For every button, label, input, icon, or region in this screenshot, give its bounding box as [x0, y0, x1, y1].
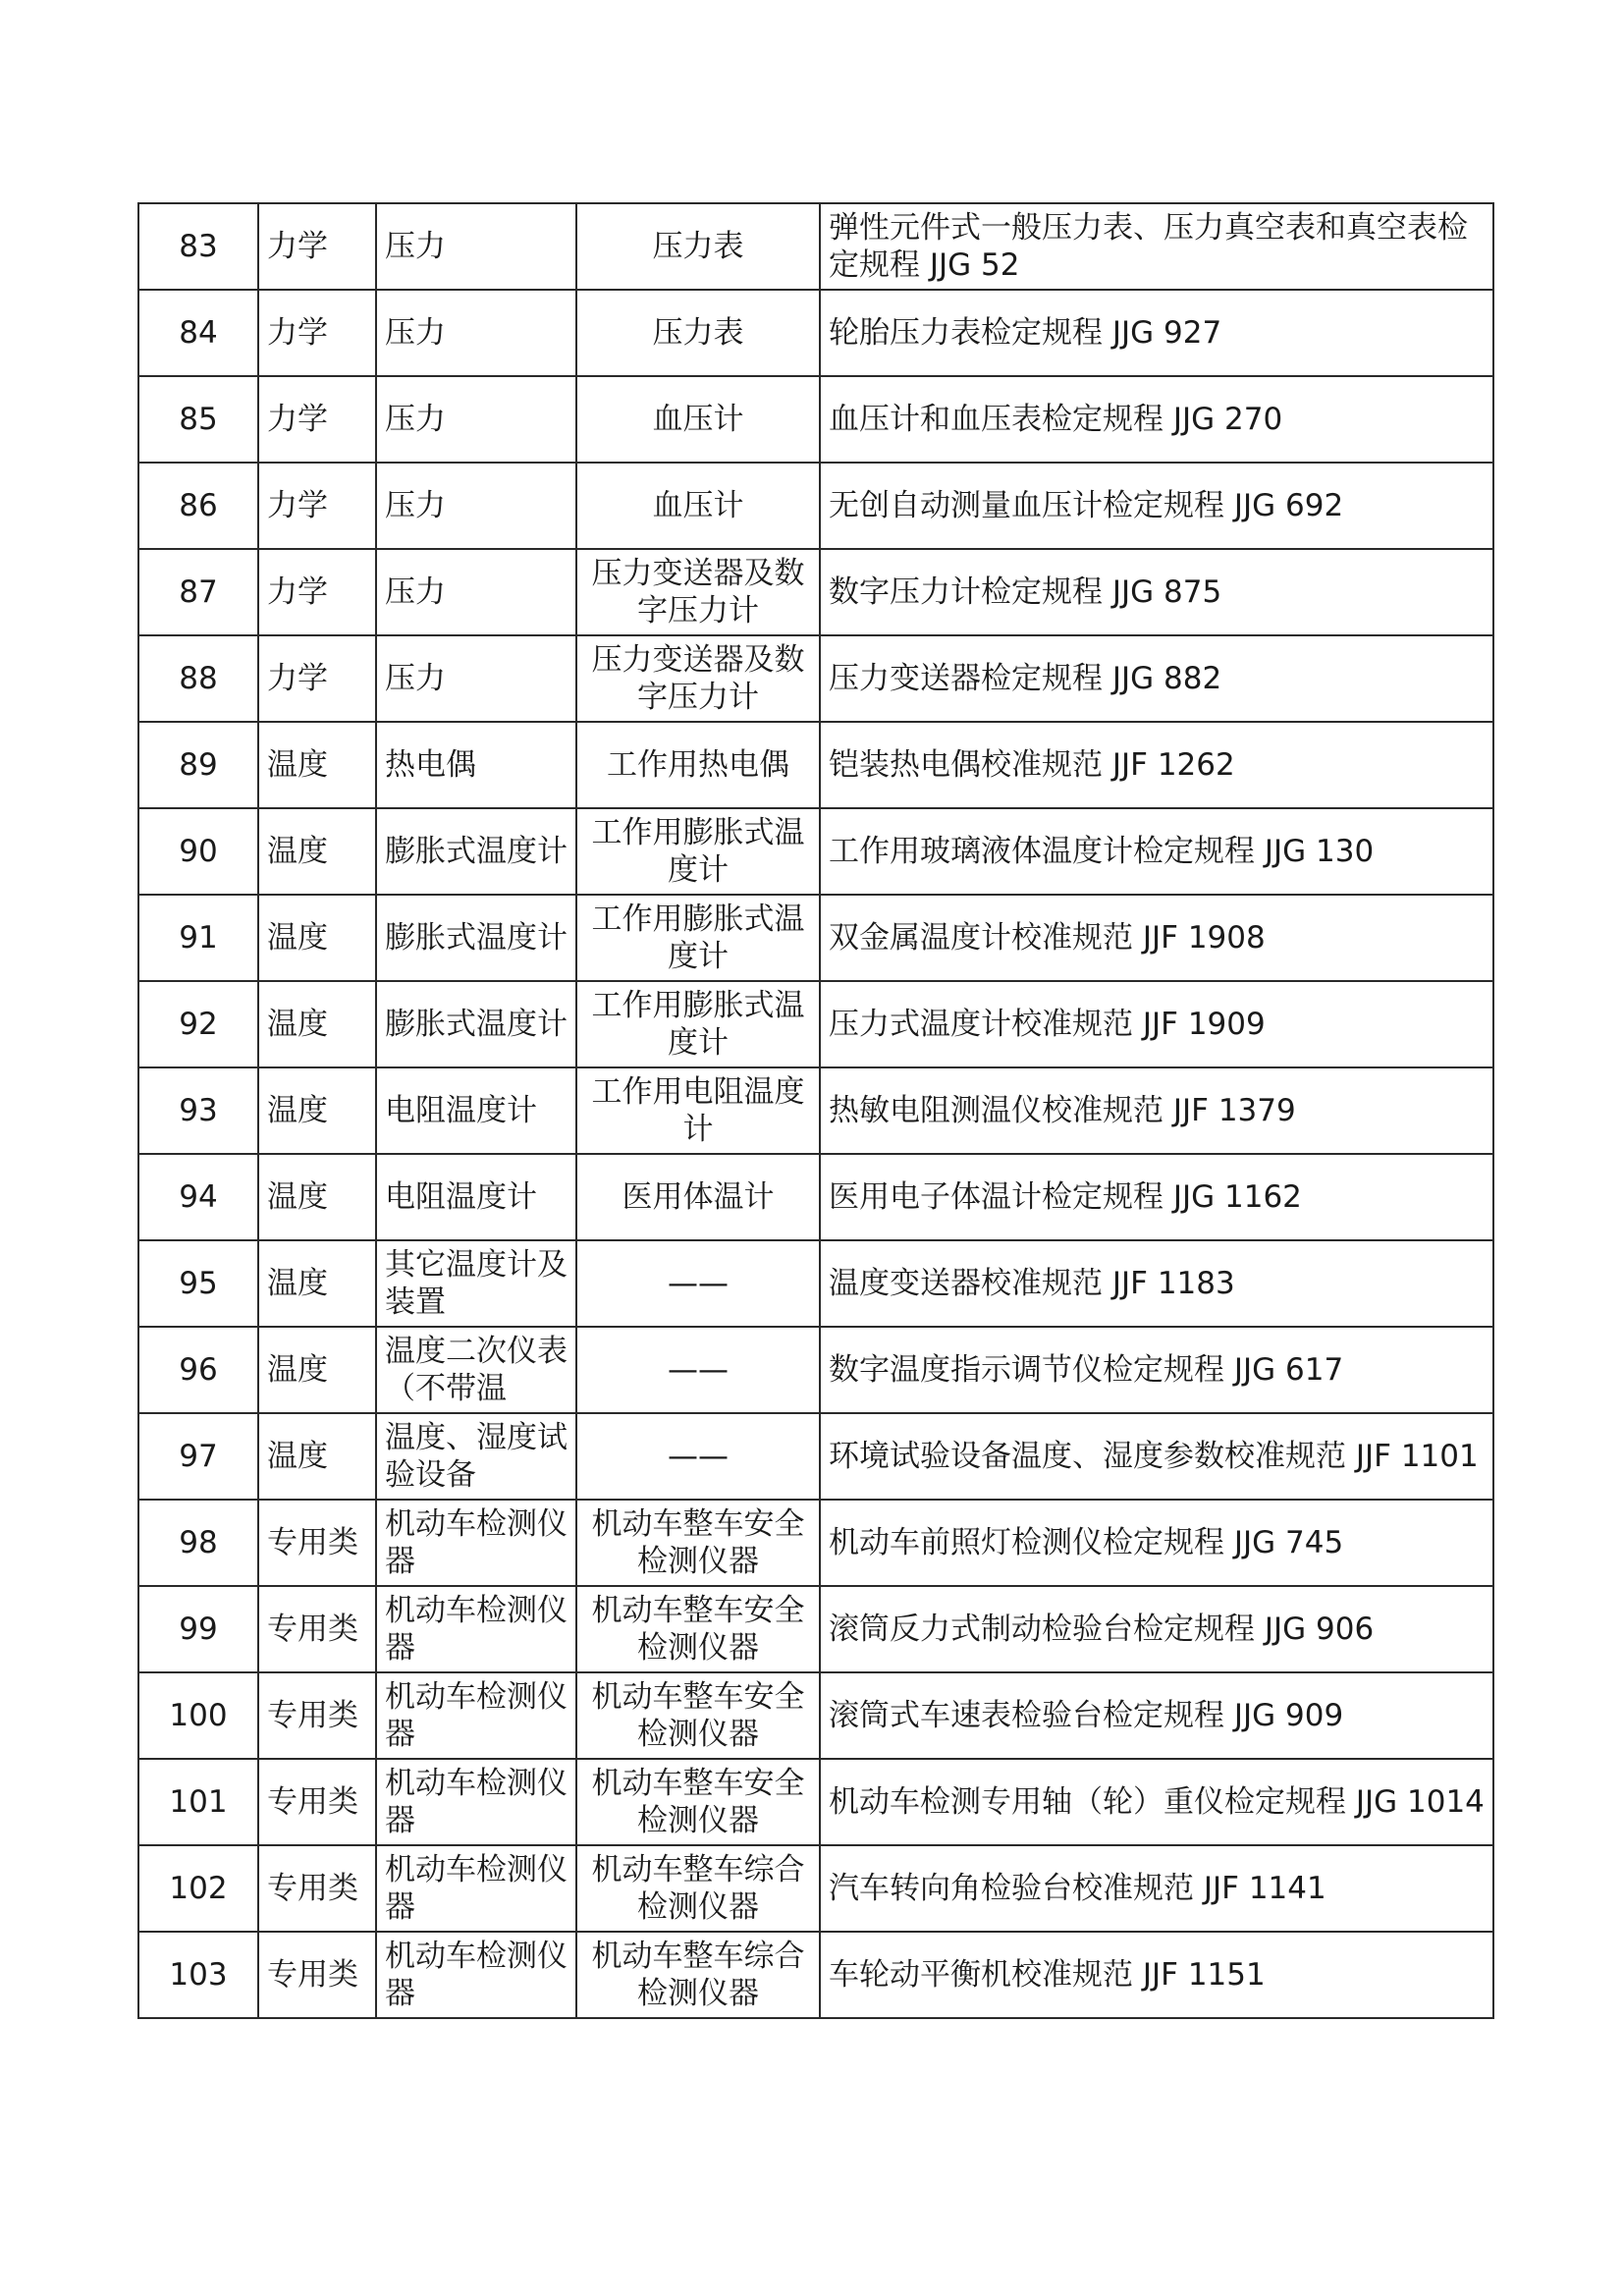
row-number: 94 [138, 1154, 258, 1240]
table-row [138, 1413, 1493, 1500]
spec-cell: 车轮动平衡机校准规范 JJF 1151 [820, 1932, 1493, 2018]
row-number: 101 [138, 1759, 258, 1845]
subcategory-cell: 机动车检测仪器 [376, 1759, 576, 1845]
row-number: 97 [138, 1413, 258, 1500]
instrument-cell: —— [576, 1240, 820, 1327]
table-row [138, 376, 1493, 463]
subcategory-cell: 压力 [376, 376, 576, 463]
category-cell: 专用类 [258, 1932, 376, 2018]
row-number: 103 [138, 1932, 258, 2018]
spec-cell: 铠装热电偶校准规范 JJF 1262 [820, 722, 1493, 808]
table-row [138, 463, 1493, 549]
row-number: 95 [138, 1240, 258, 1327]
category-cell: 力学 [258, 376, 376, 463]
category-cell: 温度 [258, 1327, 376, 1413]
instrument-cell: 机动车整车综合检测仪器 [576, 1845, 820, 1932]
table-row [138, 722, 1493, 808]
row-number: 92 [138, 981, 258, 1067]
spec-cell: 温度变送器校准规范 JJF 1183 [820, 1240, 1493, 1327]
spec-cell: 轮胎压力表检定规程 JJG 927 [820, 290, 1493, 376]
spec-cell: 无创自动测量血压计检定规程 JJG 692 [820, 463, 1493, 549]
instrument-cell: 机动车整车综合检测仪器 [576, 1932, 820, 2018]
subcategory-cell: 电阻温度计 [376, 1154, 576, 1240]
subcategory-cell: 温度、湿度试验设备 [376, 1413, 576, 1500]
category-cell: 专用类 [258, 1672, 376, 1759]
spec-cell: 弹性元件式一般压力表、压力真空表和真空表检定规程 JJG 52 [820, 203, 1493, 290]
category-cell: 力学 [258, 203, 376, 290]
table-row [138, 1845, 1493, 1932]
instrument-cell: 血压计 [576, 376, 820, 463]
spec-cell: 热敏电阻测温仪校准规范 JJF 1379 [820, 1067, 1493, 1154]
spec-cell: 机动车检测专用轴（轮）重仪检定规程 JJG 1014 [820, 1759, 1493, 1845]
subcategory-cell: 机动车检测仪器 [376, 1845, 576, 1932]
instrument-cell: 工作用膨胀式温度计 [576, 895, 820, 981]
table-row [138, 1067, 1493, 1154]
row-number: 83 [138, 203, 258, 290]
subcategory-cell: 压力 [376, 463, 576, 549]
category-cell: 温度 [258, 1067, 376, 1154]
spec-cell: 机动车前照灯检测仪检定规程 JJG 745 [820, 1500, 1493, 1586]
table-row [138, 1327, 1493, 1413]
subcategory-cell: 压力 [376, 290, 576, 376]
subcategory-cell: 压力 [376, 635, 576, 722]
table-row [138, 290, 1493, 376]
instrument-cell: 机动车整车安全检测仪器 [576, 1672, 820, 1759]
subcategory-cell: 机动车检测仪器 [376, 1672, 576, 1759]
row-number: 84 [138, 290, 258, 376]
category-cell: 温度 [258, 1154, 376, 1240]
row-number: 90 [138, 808, 258, 895]
spec-cell: 滚筒反力式制动检验台检定规程 JJG 906 [820, 1586, 1493, 1672]
table-row [138, 1932, 1493, 2018]
row-number: 86 [138, 463, 258, 549]
category-cell: 专用类 [258, 1759, 376, 1845]
instrument-cell: 机动车整车安全检测仪器 [576, 1500, 820, 1586]
row-number: 93 [138, 1067, 258, 1154]
row-number: 85 [138, 376, 258, 463]
subcategory-cell: 压力 [376, 203, 576, 290]
table-row [138, 1240, 1493, 1327]
spec-cell: 血压计和血压表检定规程 JJG 270 [820, 376, 1493, 463]
spec-cell: 数字温度指示调节仪检定规程 JJG 617 [820, 1327, 1493, 1413]
spec-cell: 双金属温度计校准规范 JJF 1908 [820, 895, 1493, 981]
row-number: 89 [138, 722, 258, 808]
regulation-table [137, 202, 1494, 2019]
row-number: 91 [138, 895, 258, 981]
spec-cell: 数字压力计检定规程 JJG 875 [820, 549, 1493, 635]
row-number: 87 [138, 549, 258, 635]
instrument-cell: 工作用膨胀式温度计 [576, 981, 820, 1067]
category-cell: 温度 [258, 981, 376, 1067]
subcategory-cell: 温度二次仪表（不带温 [376, 1327, 576, 1413]
table-row [138, 1759, 1493, 1845]
instrument-cell: 工作用膨胀式温度计 [576, 808, 820, 895]
category-cell: 温度 [258, 1240, 376, 1327]
category-cell: 温度 [258, 1413, 376, 1500]
spec-cell: 工作用玻璃液体温度计检定规程 JJG 130 [820, 808, 1493, 895]
instrument-cell: 压力变送器及数字压力计 [576, 549, 820, 635]
instrument-cell: 压力变送器及数字压力计 [576, 635, 820, 722]
table-row [138, 981, 1493, 1067]
category-cell: 力学 [258, 549, 376, 635]
table-body [138, 203, 1493, 2018]
spec-cell: 压力变送器检定规程 JJG 882 [820, 635, 1493, 722]
table-row [138, 808, 1493, 895]
category-cell: 力学 [258, 290, 376, 376]
subcategory-cell: 膨胀式温度计 [376, 981, 576, 1067]
subcategory-cell: 膨胀式温度计 [376, 808, 576, 895]
subcategory-cell: 电阻温度计 [376, 1067, 576, 1154]
category-cell: 专用类 [258, 1500, 376, 1586]
table-row [138, 1586, 1493, 1672]
table-row [138, 635, 1493, 722]
instrument-cell: 医用体温计 [576, 1154, 820, 1240]
subcategory-cell: 机动车检测仪器 [376, 1500, 576, 1586]
instrument-cell: 压力表 [576, 290, 820, 376]
category-cell: 力学 [258, 463, 376, 549]
row-number: 88 [138, 635, 258, 722]
spec-cell: 汽车转向角检验台校准规范 JJF 1141 [820, 1845, 1493, 1932]
row-number: 102 [138, 1845, 258, 1932]
row-number: 100 [138, 1672, 258, 1759]
category-cell: 专用类 [258, 1845, 376, 1932]
subcategory-cell: 热电偶 [376, 722, 576, 808]
table-row [138, 895, 1493, 981]
category-cell: 力学 [258, 635, 376, 722]
subcategory-cell: 其它温度计及装置 [376, 1240, 576, 1327]
row-number: 99 [138, 1586, 258, 1672]
spec-cell: 压力式温度计校准规范 JJF 1909 [820, 981, 1493, 1067]
instrument-cell: —— [576, 1413, 820, 1500]
instrument-cell: 机动车整车安全检测仪器 [576, 1586, 820, 1672]
category-cell: 温度 [258, 808, 376, 895]
subcategory-cell: 机动车检测仪器 [376, 1932, 576, 2018]
instrument-cell: 压力表 [576, 203, 820, 290]
table-row [138, 549, 1493, 635]
category-cell: 温度 [258, 722, 376, 808]
subcategory-cell: 膨胀式温度计 [376, 895, 576, 981]
instrument-cell: —— [576, 1327, 820, 1413]
spec-cell: 医用电子体温计检定规程 JJG 1162 [820, 1154, 1493, 1240]
instrument-cell: 工作用电阻温度计 [576, 1067, 820, 1154]
spec-cell: 环境试验设备温度、湿度参数校准规范 JJF 1101 [820, 1413, 1493, 1500]
row-number: 98 [138, 1500, 258, 1586]
spec-cell: 滚筒式车速表检验台检定规程 JJG 909 [820, 1672, 1493, 1759]
instrument-cell: 工作用热电偶 [576, 722, 820, 808]
category-cell: 专用类 [258, 1586, 376, 1672]
subcategory-cell: 压力 [376, 549, 576, 635]
table-row [138, 1672, 1493, 1759]
instrument-cell: 机动车整车安全检测仪器 [576, 1759, 820, 1845]
subcategory-cell: 机动车检测仪器 [376, 1586, 576, 1672]
row-number: 96 [138, 1327, 258, 1413]
instrument-cell: 血压计 [576, 463, 820, 549]
category-cell: 温度 [258, 895, 376, 981]
table-row [138, 203, 1493, 290]
table-row [138, 1154, 1493, 1240]
table-row [138, 1500, 1493, 1586]
